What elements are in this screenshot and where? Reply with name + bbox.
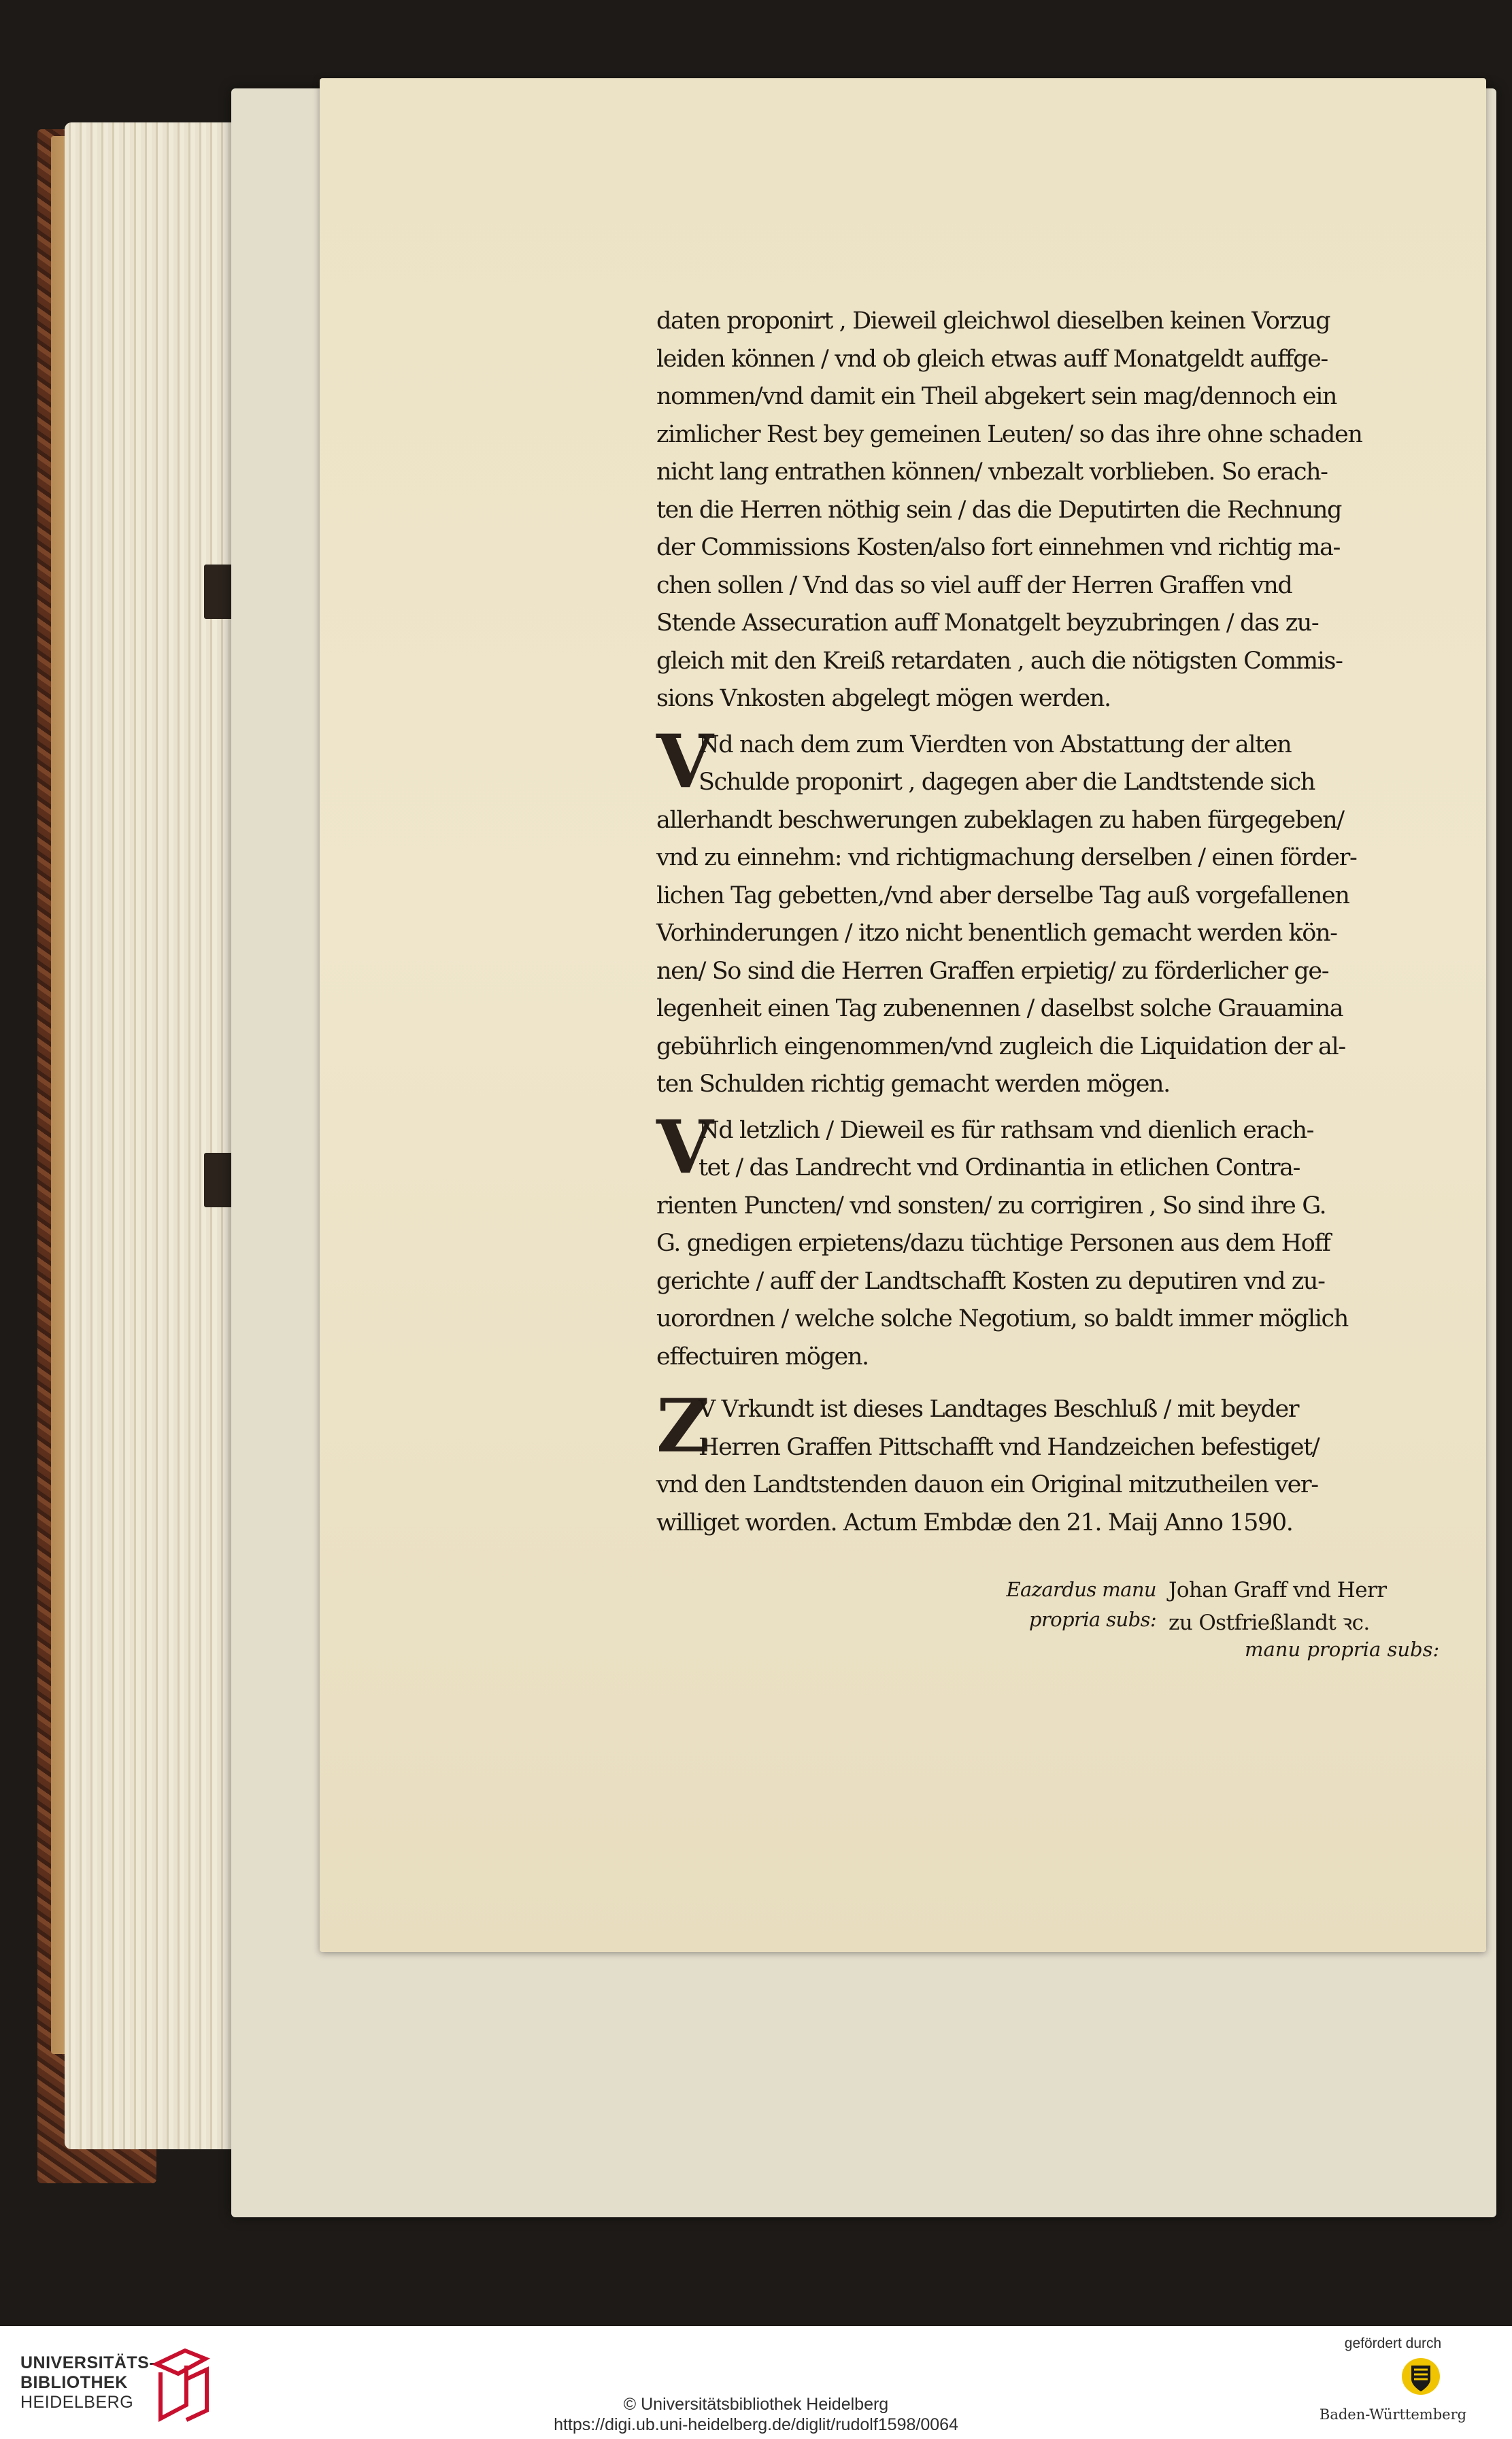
library-name-line: BIBLIOTHEK [20,2373,128,2392]
text-line: effectuiren mögen. [656,1343,869,1370]
library-name-line: UNIVERSITÄTS- [20,2353,156,2372]
document-text [656,303,1432,1542]
text-line: sions Vnkosten abgelegt mögen werden. [656,685,1111,712]
text-line: zimlicher Rest bey gemeinen Leuten/ so das ihre ohne schaden [656,420,1362,448]
text-line: gleich mit den Kreiß retardaten , auch die nötigsten Commis- [656,647,1343,675]
text-line: rienten Puncten/ vnd sonsten/ zu corrigiren , So sind ihre G. [656,1192,1326,1220]
permalink-url[interactable]: https://digi.ub.uni-heidelberg.de/diglit/rudolf1598/0064 [554,2415,958,2434]
text-line: G. gnedigen erpietens/dazu tüchtige Personen aus dem Hoff [656,1230,1330,1257]
library-name-line: HEIDELBERG [20,2393,134,2412]
text-line: Nd nach dem zum Vierdten von Abstattung der alten [699,730,1292,758]
text-line: tet / das Landrecht vnd Ordinantia in etlichen Contra- [699,1154,1300,1181]
text-line: ten die Herren nöthig sein / das die Deputirten die Rechnung [656,496,1341,524]
drop-cap: Z [656,1383,709,1469]
text-line: Herren Graffen Pittschafft vnd Handzeichen befestiget/ [699,1433,1320,1461]
funder-name[interactable]: Baden-Württemberg [1319,2406,1467,2423]
text-line: V Vrkundt ist dieses Landtages Beschluß / mit beyder [699,1396,1299,1423]
text-line: daten proponirt , Dieweil gleichwol dieselben keinen Vorzug [656,307,1330,335]
text-line: gebührlich eingenommen/vnd zugleich die Liquidation der al- [656,1032,1345,1060]
text-line: ten Schulden richtig gemacht werden mögen. [656,1071,1170,1098]
text-line: chen sollen / Vnd das so viel auff der Herren Graffen vnd [656,571,1292,599]
paragraph-4 [656,1383,1432,1542]
text-line: Schulde proponirt , dagegen aber die Landtstende sich [699,769,1315,796]
text-line: Stende Assecuration auff Monatgelt beyzubringen / das zu- [656,609,1319,637]
drop-cap: V [656,1104,713,1190]
paragraph-1 [656,303,1432,718]
text-line: lichen Tag gebetten,/vnd aber derselbe Tag auß vorgefallenen [656,881,1349,909]
text-line: nen/ So sind die Herren Graffen erpietig/ zu förderlicher ge- [656,957,1329,985]
text-line: der Commissions Kosten/also fort einnehmen vnd richtig ma- [656,534,1340,561]
viewer-footer [0,2326,1512,2439]
text-line: uorordnen / welche solche Negotium, so baldt immer möglich [656,1305,1348,1332]
funded-by-label: gefördert durch [1344,2336,1442,2351]
text-line: allerhandt beschwerungen zubeklagen zu haben fürgegeben/ [656,806,1344,834]
text-line: leiden können / vnd ob gleich etwas auff Monatgeldt auffge- [656,345,1328,373]
paragraph-3 [656,1104,1432,1377]
text-line: Vorhinderungen / itzo nicht benentlich gemacht werden kön- [656,920,1337,947]
text-line: williget worden. Actum Embdæ den 21. Maij Anno 1590. [656,1509,1293,1536]
signature-right-line: manu propria subs: [1245,1638,1440,1661]
text-line: legenheit einen Tag zubenennen / daselbst solche Grauamina [656,995,1343,1022]
paragraph-2 [656,718,1432,1104]
signature-left-line: propria subs: [1028,1608,1156,1631]
text-line: Nd letzlich / Dieweil es für rathsam vnd dienlich erach- [699,1116,1314,1144]
signature-right-line: zu Ostfrießlandt ꝛc. [1169,1611,1370,1635]
text-line: vnd zu einnehm: vnd richtigmachung derselben / einen förder- [656,844,1357,871]
text-line: nommen/vnd damit ein Theil abgekert sein mag/dennoch ein [656,383,1337,410]
text-line: gerichte / auff der Landtschafft Kosten zu deputiren vnd zu- [656,1267,1325,1295]
baden-wuerttemberg-emblem-icon[interactable] [1401,2357,1441,2395]
drop-cap: V [656,718,713,805]
signature-block [979,1578,1456,1661]
signature-left-line: Eazardus manu [1006,1578,1156,1601]
text-line: nicht lang entrathen können/ vnbezalt vorblieben. So erach- [656,458,1328,486]
text-line: vnd den Landtstenden dauon ein Original mitzutheilen ver- [656,1471,1318,1498]
signature-right-line: Johan Graff vnd Herr [1169,1578,1387,1602]
copyright-text: © Universitätsbibliothek Heidelberg [623,2395,889,2414]
